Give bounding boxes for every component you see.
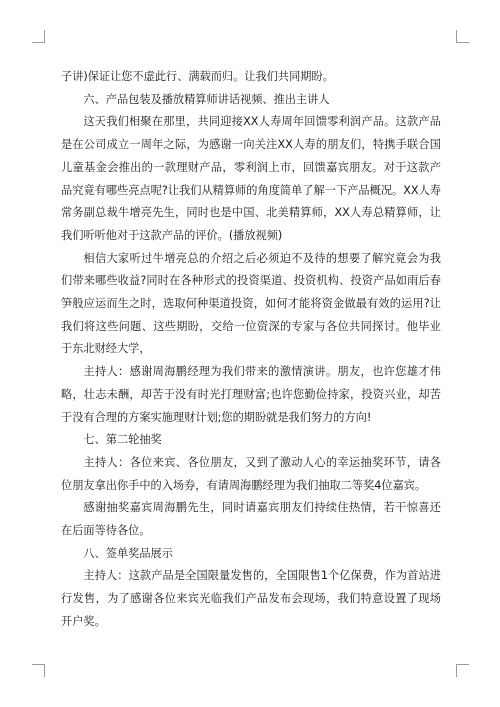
section-heading-6: 六、产品包装及播放精算师讲话视频、推出主讲人	[83, 92, 330, 106]
paragraph-lottery-thanks: 感谢抽奖嘉宾周海鹏先生，同时请嘉宾朋友们持续住热情，若干惊喜还在后面等待各位。	[61, 501, 441, 538]
paragraph-lottery: 主持人：各位来宾、各位朋友，又到了激动人心的幸运抽奖环节，请各位朋友拿出你手中的入场券，有请周海鹏经理为我们抽取二等奖4位嘉宾。	[61, 455, 441, 492]
paragraph-continuation: 子讲)保证让您不虚此行、满载而归。让我们共同期盼。	[61, 70, 334, 83]
section-heading-8: 八、签单奖品展示	[83, 546, 173, 560]
paragraph-product-intro: 这天我们相聚在那里，共同迎接XX人寿周年回馈零利润产品。这款产品是在公司成立一周年之际，为感谢一向关注XX人寿的朋友们，特携手联合国儿童基金会推出的一款理财产品，零利润上市，回馈嘉宾朋友。对于这款产品究竟有哪些亮点呢?让我们从精算师的角度简单了解一下产品概况。XX人寿常务副总裁牛增亮先生，同时也是中国、北美精算师，XX人寿总精算师，让我们听听他对于这款产品的评价。(播放视频)	[61, 115, 441, 242]
section-heading-7: 七、第二轮抽奖	[83, 433, 162, 447]
document-body	[61, 66, 441, 634]
paragraph-expert-intro: 相信大家听过牛增亮总的介绍之后必须迫不及待的想要了解究竟会为我们带来哪些收益?同时在各种形式的投资渠道、投资机构、投资产品如雨后春笋般应运而生之时，选取何种渠道投资，如何才能将资金做最有效的运用?让我们将这些问题、这些期盼，交给一位资深的专家与各位共同探讨。他毕业于东北财经大学，	[61, 251, 441, 356]
crop-mark-bottom-right	[456, 664, 469, 677]
paragraph-prize-display: 主持人：这款产品是全国限量发售的，全国限售1个亿保费，作为首站进行发售，为了感谢各位来宾光临我们产品发布会现场，我们特意设置了现场开户奖。	[61, 569, 441, 628]
crop-mark-bottom-left	[32, 664, 45, 677]
paragraph-host-thanks: 主持人：感谢周海鹏经理为我们带来的激情演讲。朋友，也许您雄才伟略，壮志未酬，却苦于没有时光打理财富;也许您勤俭持家，投资兴业，却苦于没有合理的方案实施理财计划;您的期盼就是我们努力的方向!	[61, 365, 441, 424]
crop-mark-top-right	[456, 30, 469, 43]
crop-mark-top-left	[32, 30, 45, 43]
